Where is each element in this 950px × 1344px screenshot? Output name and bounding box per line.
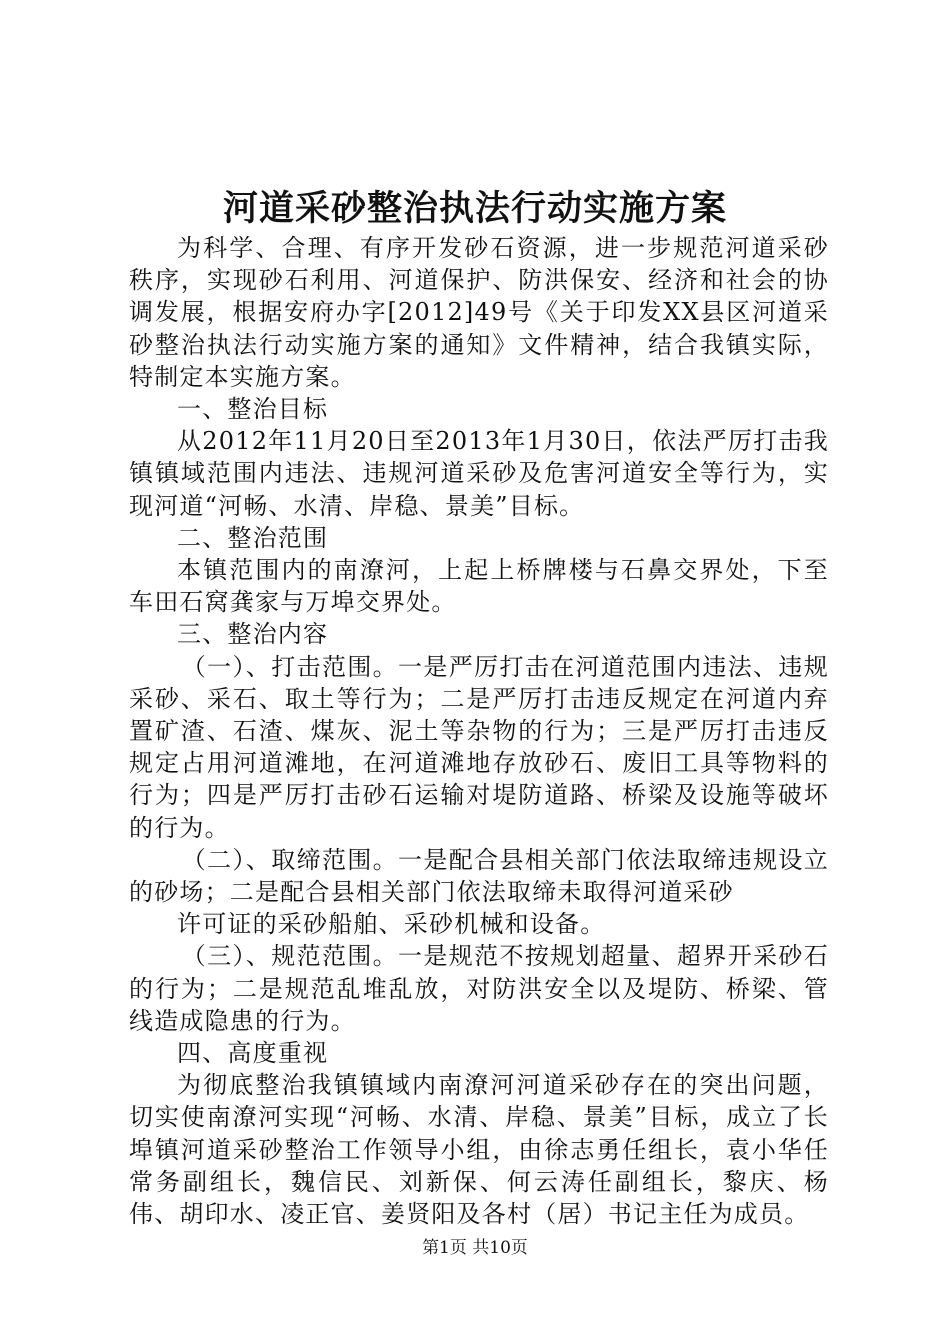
content-item-1: （一）、打击范围。一是严厉打击在河道范围内违法、违规采砂、采石、取土等行为；二是严厉打击违反规定在河道内弃置矿渣、石渣、煤灰、泥土等杂物的行为；三是严厉打击违反规定占用河道滩地，在河道滩地存放砂石、废旧工具等物料的行为；四是严厉打击砂石运输对堤防道路、桥梁及设施等破坏的行为。	[129, 652, 829, 842]
content-item-2-continued: 许可证的采砂船舶、采砂机械和设备。	[177, 910, 606, 939]
page-footer: 第1页 共10页	[422, 1238, 528, 1258]
content-item-3: （三）、规范范围。一是规范不按规划超量、超界开采砂石的行为；二是规范乱堆乱放，对防洪安全以及堤防、桥梁、管线造成隐患的行为。	[129, 942, 829, 1035]
goal-paragraph: 从2012年11月20日至2013年1月30日，依法严厉打击我镇镇域范围内违法、违规河道采砂及危害河道安全等行为，实现河道“河畅、水清、岸稳、景美”目标。	[129, 427, 829, 520]
attention-paragraph: 为彻底整治我镇镇域内南潦河河道采砂存在的突出问题，切实使南潦河实现“河畅、水清、岸稳、景美”目标，成立了长埠镇河道采砂整治工作领导小组，由徐志勇任组长，袁小华任常务副组长，魏信民、刘新保、何云涛任副组长，黎庆、杨伟、胡印水、凌正官、姜贤阳及各村（居）书记主任为成员。	[129, 1071, 829, 1229]
section-heading-goal: 一、整治目标	[177, 395, 329, 424]
document-body	[129, 232, 829, 1230]
section-heading-attention: 四、高度重视	[177, 1039, 329, 1068]
scope-paragraph: 本镇范围内的南潦河，上起上桥牌楼与石鼻交界处，下至车田石窝龚家与万埠交界处。	[129, 556, 829, 617]
content-item-2: （二）、取缔范围。一是配合县相关部门依法取缔违规设立的砂场；二是配合县相关部门依法取缔未取得河道采砂	[129, 845, 829, 907]
intro-paragraph: 为科学、合理、有序开发砂石资源，进一步规范河道采砂秩序，实现砂石利用、河道保护、防洪保安、经济和社会的协调发展，根据安府办字[2012]49号《关于印发XX县区河道采砂整治执法行动实施方案的通知》文件精神，结合我镇实际，特制定本实施方案。	[129, 234, 829, 391]
section-heading-scope: 二、整治范围	[177, 523, 329, 552]
document-title: 河道采砂整治执法行动实施方案	[222, 188, 727, 229]
section-heading-content: 三、整治内容	[177, 620, 329, 649]
